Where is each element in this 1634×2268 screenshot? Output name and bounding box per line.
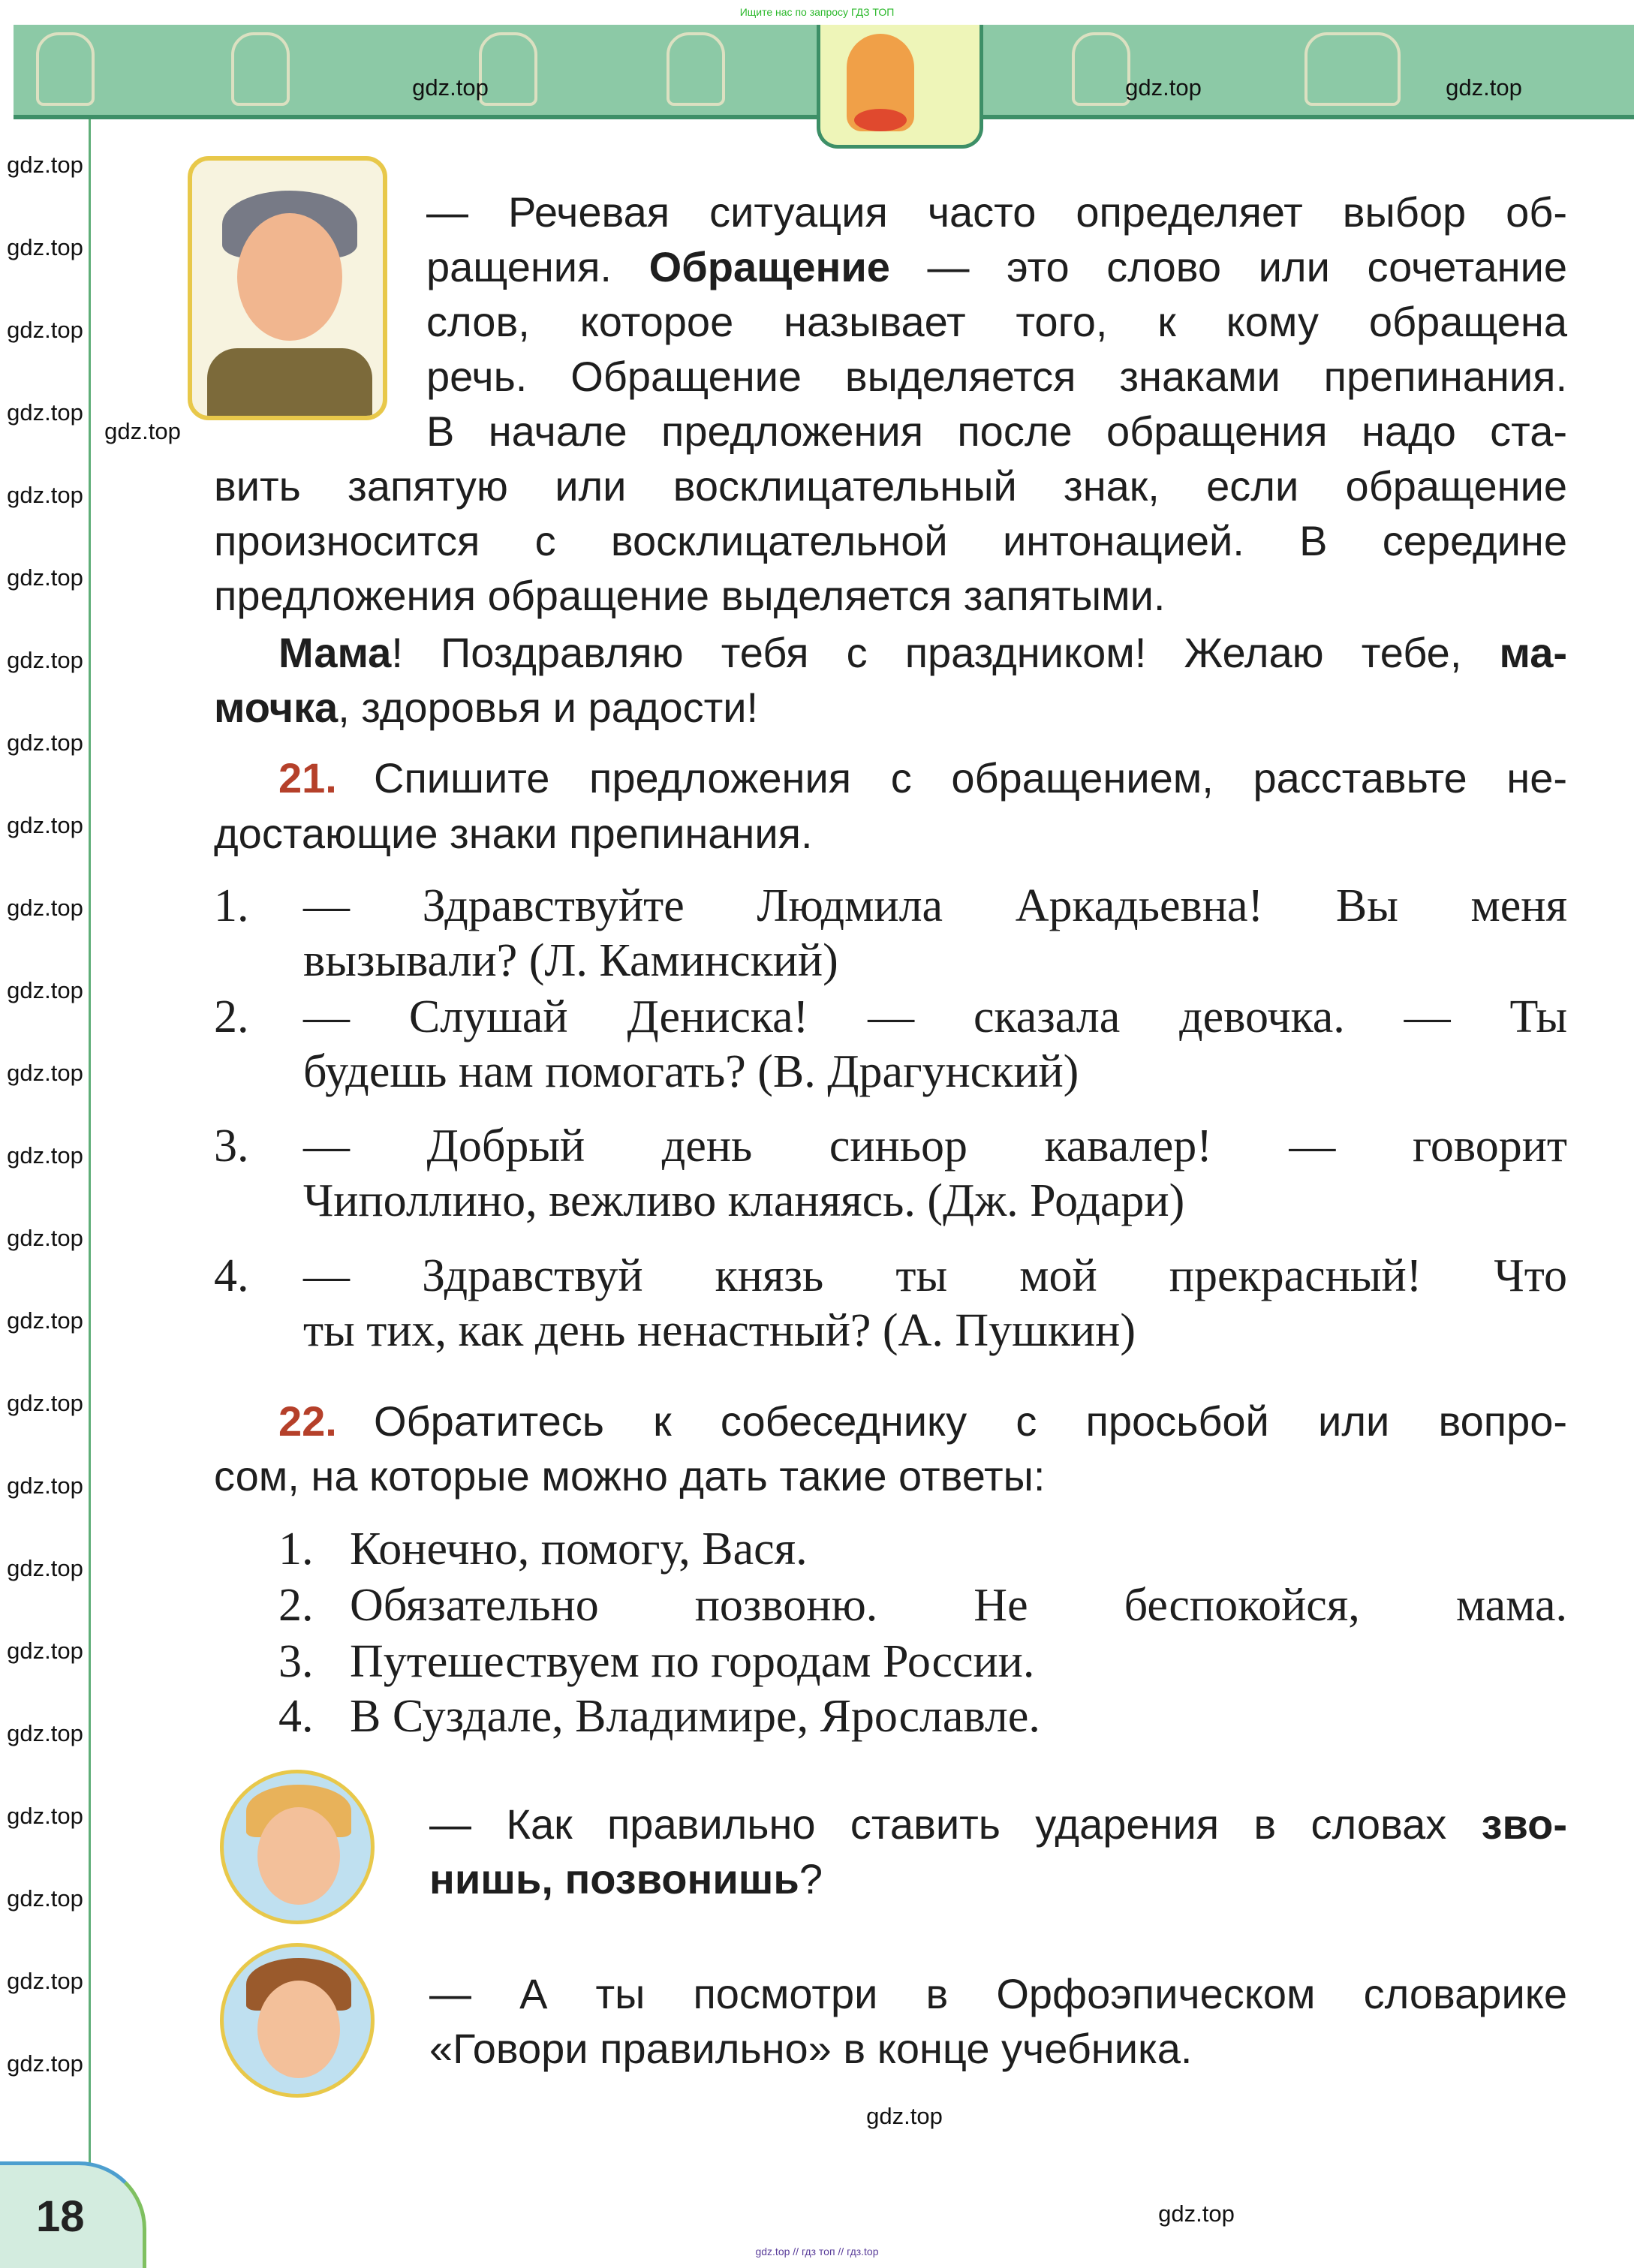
watermark: gdz.top — [7, 564, 83, 591]
girl-avatar — [220, 1770, 375, 1924]
boy-avatar — [220, 1943, 375, 2098]
text-line — [303, 934, 1567, 988]
watermark: gdz.top — [7, 152, 83, 178]
watermark: gdz.top — [7, 234, 83, 260]
item-number: 3. — [214, 1120, 249, 1172]
text-line — [303, 990, 1567, 1044]
watermark: gdz.top — [7, 1307, 83, 1334]
watermark: gdz.top — [7, 482, 83, 508]
text-line — [374, 751, 1567, 805]
watermark: gdz.top — [1158, 2200, 1235, 2227]
text-line — [429, 1852, 1567, 1906]
answer-number: 4. — [278, 1691, 314, 1742]
text-span: — Как правильно ставить ударения в словах — [429, 1800, 1482, 1848]
text-line — [214, 514, 1567, 568]
watermark: gdz.top — [7, 1060, 83, 1086]
text-line — [350, 1522, 1567, 1576]
text-span: ? — [799, 1855, 823, 1903]
text-line — [426, 295, 1567, 349]
text-span: ты тих, как день ненастный? (А. Пушкин) — [303, 1305, 1136, 1356]
text-span: Спишите предложения с обращением, расставьте не- — [374, 754, 1567, 802]
watermark: gdz.top — [104, 418, 181, 444]
text-span: В начале предложения после обращения надо ста- — [426, 408, 1567, 455]
text-span: вить запятую или восклицательный знак, если обращение — [214, 462, 1567, 510]
watermark: gdz.top — [7, 1803, 83, 1829]
page-number: 18 — [36, 2192, 85, 2241]
text-line — [214, 807, 1567, 861]
scissors-icon — [36, 32, 95, 106]
watermark: gdz.top — [7, 1225, 83, 1251]
text-span: произносится с восклицательной интонацией. В середине — [214, 517, 1567, 564]
text-span: будешь нам помогать? (В. Драгунский) — [303, 1046, 1079, 1097]
text-span: Путешествуем по городам России. — [350, 1636, 1035, 1687]
text-span: слов, которое называет того, к кому обращена — [426, 298, 1567, 345]
text-span: В Суздале, Владимире, Ярославле. — [350, 1691, 1040, 1742]
watermark: gdz.top — [7, 647, 83, 673]
text-line — [303, 1249, 1567, 1303]
pencil-icon — [1072, 32, 1130, 106]
text-line — [303, 879, 1567, 933]
text-span: предложения обращение выделяется запятыми. — [214, 572, 1166, 619]
text-span: сом, на которые можно дать такие ответы: — [214, 1452, 1046, 1499]
leaf-icon — [667, 32, 725, 106]
text-span: ! Поздравляю тебя с праздником! Желаю тебе, — [391, 629, 1500, 676]
text-span: вызывали? (Л. Каминский) — [303, 935, 838, 986]
watermark: gdz.top — [7, 1472, 83, 1499]
answer-number: 2. — [278, 1580, 314, 1631]
text-line — [374, 1394, 1567, 1448]
text-span: — А ты посмотри в Орфоэпическом словарике — [429, 1970, 1567, 2017]
text-span: — Здравствуй князь ты мой прекрасный! Что — [303, 1250, 1567, 1301]
text-span: — Слушай Дениска! — сказала девочка. — Ты — [303, 991, 1567, 1042]
text-span: — это слово или сочетание — [889, 243, 1567, 290]
bold-term: ма- — [1499, 629, 1567, 676]
text-line — [429, 1967, 1567, 2021]
text-line — [350, 1635, 1567, 1689]
watermark: gdz.top — [7, 1968, 83, 1994]
text-line — [303, 1119, 1567, 1173]
top-promo-note: Ищите нас по запросу ГДЗ ТОП — [739, 6, 895, 18]
text-span: речь. Обращение выделяется знаками препинания. — [426, 353, 1567, 400]
watermark: gdz.top — [7, 729, 83, 756]
watermark: gdz.top — [7, 1142, 83, 1169]
task-number: 22. — [278, 1397, 337, 1445]
text-line — [303, 1045, 1567, 1099]
text-span: — Добрый день синьор кавалер! — говорит — [303, 1120, 1567, 1172]
text-span: Обратитесь к собеседнику с просьбой или вопро- — [374, 1397, 1567, 1445]
bell-outline-icon — [231, 32, 290, 106]
watermark: gdz.top — [412, 74, 489, 101]
text-line — [429, 2022, 1567, 2076]
text-span: достающие знаки препинания. — [214, 810, 813, 857]
watermark: gdz.top — [7, 317, 83, 343]
text-line — [278, 626, 1567, 680]
watermark: gdz.top — [7, 812, 83, 838]
watermark: gdz.top — [7, 895, 83, 921]
watermark: gdz.top — [7, 1555, 83, 1581]
text-line — [426, 185, 1567, 239]
text-span: Обязательно позвоню. Не беспокойся, мама. — [350, 1580, 1567, 1631]
watermark: gdz.top — [7, 977, 83, 1003]
text-line — [303, 1304, 1567, 1358]
item-number: 1. — [214, 880, 249, 931]
watermark: gdz.top — [1125, 74, 1202, 101]
teacher-portrait — [188, 156, 387, 420]
text-line — [426, 240, 1567, 294]
answer-number: 3. — [278, 1636, 314, 1687]
bold-term: нишь, позвонишь — [429, 1855, 799, 1903]
text-line — [426, 350, 1567, 404]
text-line — [350, 1578, 1567, 1632]
bold-term: мочка — [214, 684, 339, 731]
text-span: — Речевая ситуация часто определяет выбор об- — [426, 188, 1567, 236]
watermark: gdz.top — [7, 1885, 83, 1912]
text-span: «Говори правильно» в конце учебника. — [429, 2025, 1193, 2072]
item-number: 2. — [214, 991, 249, 1042]
text-span: — Здравствуйте Людмила Аркадьевна! Вы меня — [303, 880, 1567, 931]
text-line — [214, 1449, 1567, 1503]
watermark: gdz.top — [7, 1390, 83, 1416]
text-span: , здоровья и радости! — [338, 684, 759, 731]
text-line — [214, 459, 1567, 513]
text-line — [429, 1797, 1567, 1851]
bold-term: Мама — [278, 629, 392, 676]
watermark: gdz.top — [1446, 74, 1522, 101]
text-line — [214, 681, 1567, 735]
text-span: ращения. — [426, 243, 649, 290]
text-line — [303, 1174, 1567, 1228]
watermark: gdz.top — [7, 399, 83, 426]
bell-icon — [847, 34, 914, 131]
text-line — [350, 1689, 1567, 1743]
task-number: 21. — [278, 754, 337, 802]
bold-term: зво- — [1481, 1800, 1567, 1848]
text-span: Конечно, помогу, Вася. — [350, 1524, 808, 1575]
text-span: Чиполлино, вежливо кланяясь. (Дж. Родари) — [303, 1175, 1185, 1226]
bold-term: Обращение — [648, 243, 890, 290]
answer-number: 1. — [278, 1524, 314, 1575]
text-line — [426, 405, 1567, 459]
watermark: gdz.top — [7, 1638, 83, 1664]
text-line — [214, 569, 1567, 623]
item-number: 4. — [214, 1250, 249, 1301]
book-icon — [1304, 32, 1401, 106]
watermark: gdz.top — [7, 2050, 83, 2077]
watermark: gdz.top — [866, 2103, 943, 2129]
margin-line — [89, 119, 91, 2176]
watermark: gdz.top — [7, 1720, 83, 1746]
footer-note: gdz.top // гдз топ // гдз.top — [755, 2245, 879, 2257]
